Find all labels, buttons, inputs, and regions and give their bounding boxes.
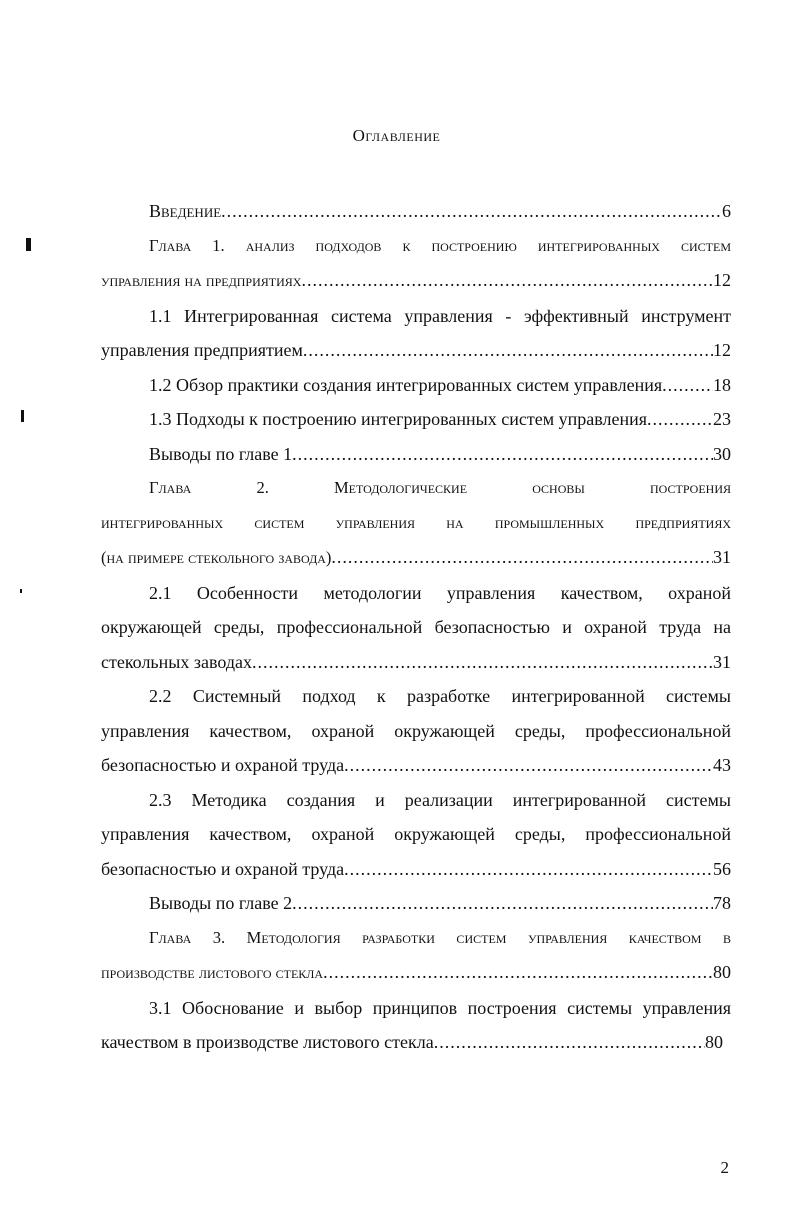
dot-leader [323,955,713,990]
dot-leader [434,1025,705,1060]
dot-leader [221,194,722,229]
toc-entry-line: 3.1 Обоснование и выбор принципов построения системы управления [149,997,731,1018]
toc-entry-introduction[interactable] [101,194,731,229]
scan-mark [26,238,31,251]
toc-entry-page: 78 [713,893,731,913]
toc-entry-line: управления предприятием [101,340,303,360]
toc-entry-page: 80 [713,962,731,982]
toc-entry-text: 1.3 Подходы к построению интегрированных систем управления [149,409,648,429]
page-number: 2 [720,1158,729,1177]
toc-entry-page: 31 [713,547,731,567]
dot-leader [292,437,713,472]
toc-title: Оглавление [352,126,441,145]
toc-entry-line: интегрированных систем управления на промышленных предприятиях [101,512,731,532]
toc-entry-line: качеством в производстве листового стекла [101,1032,434,1052]
toc-entry-chapter-1[interactable] [101,229,731,299]
toc-entry-line: управления качеством, охраной окружающей среды, профессиональной [101,824,731,844]
toc-entry-page: 80 [705,1032,723,1052]
dot-leader [647,402,713,437]
toc-entry-page: 56 [713,858,731,879]
toc-entry-line: управления на предприятиях [101,271,302,290]
toc-entry-line: окружающей среды, профессиональной безопасностью и охраной труда на [101,617,731,637]
scan-mark [20,589,22,593]
table-of-contents [101,194,731,1060]
toc-entry-section-3-1[interactable] [101,991,731,1060]
dot-leader [344,852,713,887]
toc-entry-line: стекольных заводах [101,651,252,672]
toc-entry-page: 23 [713,409,731,429]
toc-entry-page: 31 [713,651,731,672]
toc-entry-section-2-1[interactable] [101,576,731,680]
toc-entry-line: (на примере стекольного завода) [101,548,332,567]
toc-entry-line: производстве листового стекла [101,963,324,982]
scan-mark [21,410,24,422]
toc-entry-line: Глава 1. анализ подходов к построению интегрированных систем [149,235,731,255]
toc-entry-section-2-2[interactable] [101,679,731,783]
toc-entry-line: Глава 2. Методологические основы построения [149,478,731,497]
toc-entry-page: 18 [713,374,731,395]
dot-leader [344,748,713,783]
toc-entry-page: 30 [713,443,731,464]
toc-entry-page: 43 [713,755,731,775]
toc-entry-text: 1.2 Обзор практики создания интегрированных систем управления [149,374,663,395]
toc-entry-line: 2.2 Системный подход к разработке интегрированной системы [149,686,731,706]
toc-entry-line: управления качеством, охраной окружающей среды, профессиональной [101,720,731,741]
toc-entry-section-1-2[interactable] [101,368,731,403]
toc-entry-page: 12 [713,340,731,360]
toc-entry-page: 6 [722,201,731,221]
toc-entry-chapter-3[interactable] [101,921,731,991]
toc-entry-chapter-2[interactable] [101,471,731,576]
dot-leader [303,333,713,368]
toc-entry-line: 2.3 Методика создания и реализации интегрированной системы [149,789,731,810]
toc-entry-section-2-3[interactable] [101,783,731,887]
toc-entry-line: 2.1 Особенности методологии управления качеством, охраной [149,582,731,603]
toc-entry-section-1-1[interactable] [101,299,731,368]
toc-entry-conclusions-2[interactable] [101,886,731,921]
toc-entry-line: Глава 3. Методология разработки систем управления качеством в [149,927,731,947]
toc-entry-section-1-3[interactable] [101,402,731,437]
dot-leader [252,645,713,680]
toc-entry-page: 12 [713,270,731,290]
toc-entry-line: 1.1 Интегрированная система управления - эффективный инструмент [149,305,731,326]
toc-entry-conclusions-1[interactable] [101,437,731,472]
dot-leader [331,540,713,575]
dot-leader [301,263,713,298]
toc-entry-text: Выводы по главе 1 [149,443,293,464]
toc-entry-line: безопасностью и охраной труда [101,755,345,775]
dot-leader [662,368,713,403]
toc-entry-text: Выводы по главе 2 [149,893,293,913]
toc-entry-line: безопасностью и охраной труда [101,858,345,879]
toc-entry-text: Введение [149,201,222,221]
dot-leader [292,886,713,921]
